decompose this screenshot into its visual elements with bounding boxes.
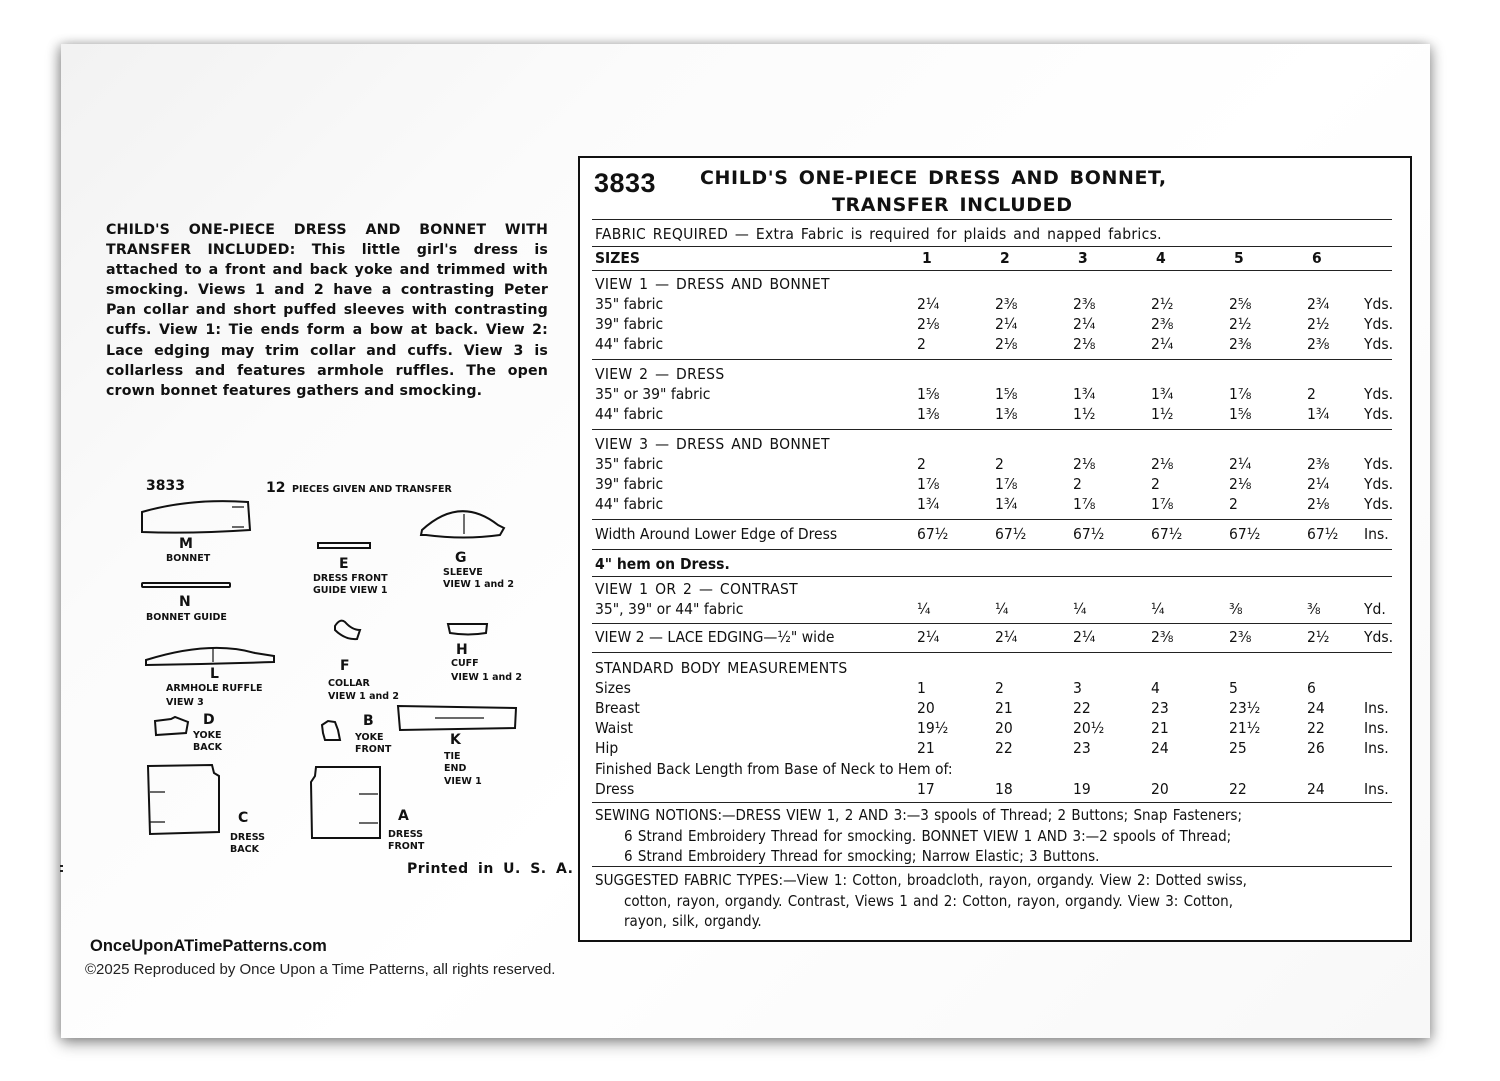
row-label: 35" or 39" fabric (595, 385, 711, 403)
sizes-label: SIZES (595, 249, 640, 267)
piece-e-name: DRESS FRONT (313, 573, 388, 584)
sewing-notions-line-1: SEWING NOTIONS:—DRESS VIEW 1, 2 AND 3:—3 spools of Thread; 2 Buttons; Snap Fasteners; (595, 806, 1242, 824)
piece-n-name: BONNET GUIDE (146, 612, 227, 623)
row-label: Dress (595, 780, 635, 798)
body-measure-row (595, 699, 1395, 719)
cell-size-3: 19 (1073, 780, 1091, 798)
cell-size-1: 2 (917, 455, 926, 473)
body-measurements-heading (595, 659, 1395, 679)
cell-size-3: 23 (1073, 739, 1091, 757)
cell-size-4: 20 (1151, 780, 1169, 798)
row-label: 35" fabric (595, 455, 664, 473)
row-label: 39" fabric (595, 315, 664, 333)
cell-size-2: 18 (995, 780, 1013, 798)
cell-size-1: 2 (917, 335, 926, 353)
view2-row (595, 405, 1395, 425)
pieces-count: 12 (266, 480, 286, 496)
row-label: 39" fabric (595, 475, 664, 493)
divider (592, 652, 1392, 653)
cell-size-3: 2¼ (1073, 315, 1096, 333)
pieces-pattern-number: 3833 (146, 478, 185, 494)
copyright-notice: ©2025 Reproduced by Once Upon a Time Patterns, all rights reserved. (85, 961, 556, 978)
fabric-required-text: FABRIC REQUIRED — Extra Fabric is required for plaids and napped fabrics. (595, 225, 1162, 243)
row-unit: Yds. (1364, 335, 1394, 353)
cell-size-5: 2¼ (1229, 455, 1252, 473)
piece-m-letter: M (179, 536, 193, 552)
width-lower-edge-row (595, 525, 1395, 545)
cell-size-3: 2⅛ (1073, 455, 1096, 473)
lace-edging-row (595, 628, 1395, 648)
cell-size-1: 1⅝ (917, 385, 940, 403)
piece-f-letter: F (340, 658, 350, 674)
cell-size-2: 67½ (995, 525, 1027, 543)
cell-size-6: ⅜ (1307, 600, 1321, 618)
piece-d-shape (155, 717, 188, 735)
cell-size-4: 23 (1151, 699, 1169, 717)
body-measure-row (595, 739, 1395, 759)
cell-size-1: 17 (917, 780, 935, 798)
piece-m-shape (142, 501, 250, 533)
cell-size-3: 2⅜ (1073, 295, 1096, 313)
cell-size-5: 2⅝ (1229, 295, 1252, 313)
cell-size-2: 21 (995, 699, 1013, 717)
cell-size-4: ¼ (1151, 600, 1165, 618)
size-1: 1 (922, 249, 932, 267)
cell-size-3: 3 (1073, 679, 1082, 697)
row-unit: Ins. (1364, 719, 1389, 737)
piece-e-letter: E (339, 556, 349, 572)
row-label: 44" fabric (595, 495, 664, 513)
piece-c-letter: C (238, 810, 249, 826)
piece-d-name: YOKE (193, 730, 222, 741)
cell-size-6: 2⅛ (1307, 495, 1330, 513)
piece-l-name: ARMHOLE RUFFLE (166, 683, 263, 694)
size-4: 4 (1156, 249, 1166, 267)
piece-k-sub2: VIEW 1 (444, 776, 482, 787)
cell-size-1: 2⅛ (917, 315, 940, 333)
cell-size-5: 1⅝ (1229, 405, 1252, 423)
row-label: VIEW 1 — DRESS AND BONNET (595, 275, 830, 293)
cell-size-6: 6 (1307, 679, 1316, 697)
cell-size-2: 20 (995, 719, 1013, 737)
piece-g-name: SLEEVE (443, 567, 483, 578)
cell-size-1: 2¼ (917, 628, 940, 646)
cell-size-6: 26 (1307, 739, 1325, 757)
cell-size-2: 2⅛ (995, 335, 1018, 353)
cell-size-3: 67½ (1073, 525, 1105, 543)
piece-b-name: YOKE (355, 732, 384, 743)
back-length-dress-row (595, 780, 1395, 800)
cell-size-4: 2⅜ (1151, 628, 1174, 646)
contrast-heading (595, 580, 1395, 600)
piece-n-letter: N (179, 594, 191, 610)
hem-note (595, 555, 1395, 575)
row-unit: Yds. (1364, 295, 1394, 313)
cell-size-2: 2 (995, 679, 1004, 697)
suggested-fabric-types-line-1: SUGGESTED FABRIC TYPES:—View 1: Cotton, broadcloth, rayon, organdy. View 2: Dotted swiss, (595, 871, 1247, 889)
row-unit: Yds. (1364, 385, 1394, 403)
piece-l-sub: VIEW 3 (166, 697, 204, 708)
cell-size-4: 2 (1151, 475, 1160, 493)
row-label: Hip (595, 739, 619, 757)
piece-h-shape (448, 624, 487, 635)
piece-f-sub: VIEW 1 and 2 (328, 691, 399, 702)
cell-size-5: 21½ (1229, 719, 1261, 737)
sewing-notions-line-2: 6 Strand Embroidery Thread for smocking. BONNET VIEW 1 AND 3:—2 spools of Thread; (624, 826, 1232, 845)
view3-row (595, 455, 1395, 475)
divider (592, 576, 1392, 577)
chart-pattern-number: 3833 (594, 168, 657, 198)
cell-size-1: 21 (917, 739, 935, 757)
row-unit: Ins. (1364, 739, 1389, 757)
suggested-fabric-types (595, 870, 1385, 932)
cell-size-4: 21 (1151, 719, 1169, 737)
pieces-count-label: PIECES GIVEN AND TRANSFER (292, 484, 452, 495)
cell-size-1: 1 (917, 679, 926, 697)
cell-size-4: 67½ (1151, 525, 1183, 543)
piece-g-letter: G (455, 550, 467, 566)
description-body: This little girl's dress is attached to a front and back yoke and trimmed with smocking. Views 1 and 2 have a contrasting Peter Pan collar and short puffed sleeves with contrasting cuffs. View 1: Tie ends form a bow at back. View 2: Lace edging may trim collar and cuffs. View 3 is collarless and features armhole ruffles. The open crown bonnet features gathers and smocking. (106, 242, 548, 399)
cell-size-4: 1¾ (1151, 385, 1174, 403)
cell-size-3: 2 (1073, 475, 1082, 493)
cell-size-5: 2 (1229, 495, 1238, 513)
sewing-notions-line-3: 6 Strand Embroidery Thread for smocking; Narrow Elastic; 3 Buttons. (624, 847, 1100, 865)
view1-row (595, 315, 1395, 335)
cell-size-2: ¼ (995, 600, 1009, 618)
row-unit: Yds. (1364, 455, 1394, 473)
piece-a-name: DRESS (388, 829, 423, 840)
piece-g-shape (421, 511, 504, 537)
piece-a-sub: FRONT (388, 841, 425, 852)
view3-heading (595, 435, 1395, 455)
cell-size-6: 2⅜ (1307, 335, 1330, 353)
website-link[interactable]: OnceUponATimePatterns.com (90, 937, 327, 955)
row-label: Breast (595, 699, 640, 717)
cell-size-2: 2 (995, 455, 1004, 473)
piece-m-name: BONNET (166, 553, 211, 564)
description-lead: CHILD'S ONE-PIECE DRESS AND BONNET WITH TRANSFER INCLUDED: (106, 222, 548, 259)
cell-size-5: 22 (1229, 780, 1247, 798)
cell-size-2: 2¼ (995, 315, 1018, 333)
size-3: 3 (1078, 249, 1088, 267)
row-unit: Yds. (1364, 475, 1394, 493)
piece-a-shape (311, 767, 380, 838)
cell-size-5: 2⅛ (1229, 475, 1252, 493)
row-label: 35" fabric (595, 295, 664, 313)
cell-size-6: 2¼ (1307, 475, 1330, 493)
piece-d-letter: D (203, 712, 215, 728)
cell-size-3: 1¾ (1073, 385, 1096, 403)
cell-size-5: 23½ (1229, 699, 1261, 717)
row-label: Width Around Lower Edge of Dress (595, 525, 838, 543)
view1-row (595, 335, 1395, 355)
row-unit: Yds. (1364, 405, 1394, 423)
piece-b-letter: B (363, 713, 374, 729)
divider (592, 802, 1392, 803)
cell-size-2: 1¾ (995, 495, 1018, 513)
piece-c-sub: BACK (230, 844, 259, 855)
cell-size-6: 2½ (1307, 315, 1330, 333)
cell-size-5: 67½ (1229, 525, 1261, 543)
size-6: 6 (1312, 249, 1322, 267)
piece-c-name: DRESS (230, 832, 265, 843)
cell-size-5: 1⅞ (1229, 385, 1252, 403)
row-label: 4" hem on Dress. (595, 555, 730, 573)
cell-size-5: 25 (1229, 739, 1247, 757)
yardage-chart (578, 156, 1412, 942)
size-5: 5 (1234, 249, 1244, 267)
row-label: 44" fabric (595, 335, 664, 353)
cell-size-2: 2⅜ (995, 295, 1018, 313)
row-unit: Ins. (1364, 525, 1389, 543)
divider (592, 246, 1392, 247)
view3-row (595, 495, 1395, 515)
cell-size-6: 2¾ (1307, 295, 1330, 313)
cell-size-1: 1⅜ (917, 405, 940, 423)
row-label: Sizes (595, 679, 631, 697)
row-unit: Yd. (1364, 600, 1386, 618)
cell-size-2: 1⅜ (995, 405, 1018, 423)
row-label: VIEW 3 — DRESS AND BONNET (595, 435, 830, 453)
pattern-description (106, 220, 548, 401)
body-measure-row (595, 719, 1395, 739)
cell-size-5: 5 (1229, 679, 1238, 697)
cell-size-2: 2¼ (995, 628, 1018, 646)
cell-size-3: 2¼ (1073, 628, 1096, 646)
cell-size-4: 1⅞ (1151, 495, 1174, 513)
size-2: 2 (1000, 249, 1010, 267)
row-label: VIEW 2 — LACE EDGING—½" wide (595, 628, 835, 646)
divider (592, 519, 1392, 520)
piece-h-sub: VIEW 1 and 2 (451, 672, 522, 683)
cell-size-2: 1⅝ (995, 385, 1018, 403)
divider (592, 866, 1392, 867)
cell-size-4: 1½ (1151, 405, 1174, 423)
piece-l-shape (146, 648, 274, 665)
piece-e-shape (318, 543, 370, 548)
divider (592, 359, 1392, 360)
row-unit: Yds. (1364, 315, 1394, 333)
cell-size-2: 22 (995, 739, 1013, 757)
piece-l-letter: L (210, 666, 219, 682)
row-label: VIEW 1 OR 2 — CONTRAST (595, 580, 798, 598)
piece-k-name: TIE (444, 751, 461, 762)
row-unit: Yds. (1364, 628, 1394, 646)
piece-n-shape (142, 583, 230, 587)
cell-size-3: 20½ (1073, 719, 1105, 737)
cell-size-4: 2⅜ (1151, 315, 1174, 333)
piece-c-shape (148, 765, 219, 834)
body-sizes-row (595, 679, 1395, 699)
cell-size-1: 2¼ (917, 295, 940, 313)
divider (592, 549, 1392, 550)
divider (592, 270, 1392, 271)
row-label: 35", 39" or 44" fabric (595, 600, 744, 618)
divider (592, 623, 1392, 624)
piece-h-name: CUFF (451, 658, 479, 669)
chart-title-line2: TRANSFER INCLUDED (832, 194, 1073, 216)
cell-size-4: 2½ (1151, 295, 1174, 313)
cell-size-5: 2⅜ (1229, 335, 1252, 353)
piece-g-sub: VIEW 1 and 2 (443, 579, 514, 590)
piece-b-sub: FRONT (355, 744, 392, 755)
view1-row (595, 295, 1395, 315)
cell-size-6: 2½ (1307, 628, 1330, 646)
row-label: STANDARD BODY MEASUREMENTS (595, 659, 848, 677)
piece-k-sub: END (444, 763, 467, 774)
cell-size-6: 67½ (1307, 525, 1339, 543)
sizes-header-row (595, 249, 1395, 269)
piece-d-sub: BACK (193, 742, 222, 753)
divider (592, 219, 1392, 220)
cell-size-2: 1⅞ (995, 475, 1018, 493)
row-label: Waist (595, 719, 633, 737)
row-unit: Ins. (1364, 780, 1389, 798)
cell-size-3: 2⅛ (1073, 335, 1096, 353)
cell-size-6: 24 (1307, 699, 1325, 717)
cell-size-6: 22 (1307, 719, 1325, 737)
row-label: 44" fabric (595, 405, 664, 423)
row-label: Finished Back Length from Base of Neck to Hem of: (595, 760, 953, 778)
contrast-row (595, 600, 1395, 620)
row-unit: Yds. (1364, 495, 1394, 513)
cell-size-5: 2⅜ (1229, 628, 1252, 646)
cell-size-4: 2¼ (1151, 335, 1174, 353)
fabric-required-note (595, 225, 1395, 245)
pattern-pieces-diagram (130, 470, 560, 890)
cell-size-6: 1¾ (1307, 405, 1330, 423)
piece-b-shape (322, 721, 340, 740)
cell-size-1: 1⅞ (917, 475, 940, 493)
edge-mark (60, 865, 64, 874)
cell-size-3: 1½ (1073, 405, 1096, 423)
suggested-fabric-types-line-2: cotton, rayon, organdy. Contrast, Views 1 and 2: Cotton, rayon, organdy. View 3: Cotton, (624, 891, 1233, 910)
cell-size-1: 67½ (917, 525, 949, 543)
cell-size-6: 2⅜ (1307, 455, 1330, 473)
cell-size-4: 24 (1151, 739, 1169, 757)
back-length-label (595, 760, 1395, 780)
piece-f-name: COLLAR (328, 678, 370, 689)
cell-size-5: ⅜ (1229, 600, 1243, 618)
view1-heading (595, 275, 1395, 295)
piece-k-letter: K (450, 732, 461, 748)
piece-f-shape (335, 621, 360, 639)
sewing-notions (595, 805, 1385, 867)
cell-size-6: 2 (1307, 385, 1316, 403)
cell-size-1: 1¾ (917, 495, 940, 513)
cell-size-5: 2½ (1229, 315, 1252, 333)
suggested-fabric-types-line-3: rayon, silk, organdy. (624, 912, 762, 930)
cell-size-3: ¼ (1073, 600, 1087, 618)
cell-size-3: 1⅞ (1073, 495, 1096, 513)
row-label: VIEW 2 — DRESS (595, 365, 725, 383)
cell-size-1: 20 (917, 699, 935, 717)
cell-size-4: 2⅛ (1151, 455, 1174, 473)
view3-row (595, 475, 1395, 495)
printed-in-usa: Printed in U. S. A. (407, 861, 574, 877)
cell-size-6: 24 (1307, 780, 1325, 798)
piece-h-letter: H (456, 642, 468, 658)
view2-row (595, 385, 1395, 405)
cell-size-4: 4 (1151, 679, 1160, 697)
divider (592, 429, 1392, 430)
piece-a-letter: A (398, 808, 409, 824)
chart-title-line1: CHILD'S ONE-PIECE DRESS AND BONNET, (700, 167, 1167, 189)
piece-e-sub: GUIDE VIEW 1 (313, 585, 388, 596)
cell-size-1: ¼ (917, 600, 931, 618)
cell-size-3: 22 (1073, 699, 1091, 717)
cell-size-1: 19½ (917, 719, 949, 737)
view2-heading (595, 365, 1395, 385)
row-unit: Ins. (1364, 699, 1389, 717)
